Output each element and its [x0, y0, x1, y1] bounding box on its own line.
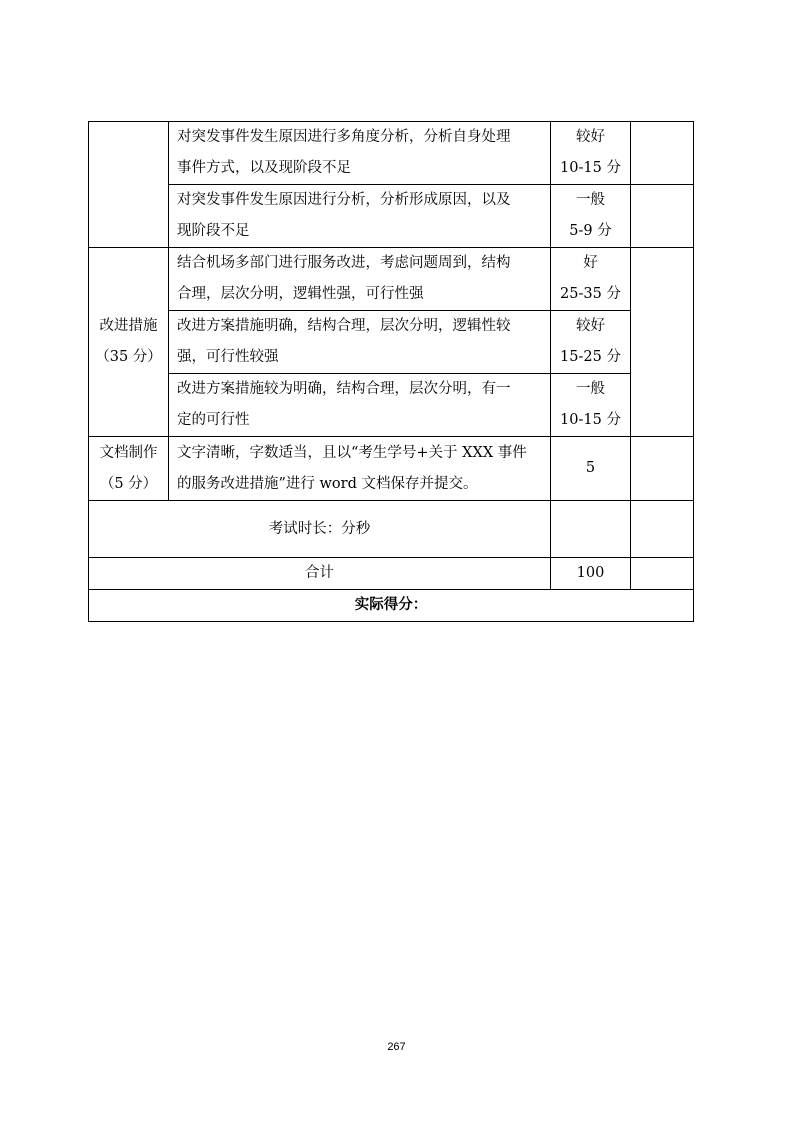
level-label: 较好 — [576, 318, 605, 334]
level-label: 好 — [583, 255, 598, 271]
table-row — [89, 590, 694, 622]
score-value: 5 — [585, 460, 596, 476]
category-cell — [89, 437, 169, 501]
total-label: 合计 — [305, 565, 334, 581]
exam-time-blank[interactable] — [551, 501, 631, 558]
scoring-table — [88, 121, 694, 622]
criterion-cell — [169, 248, 551, 311]
given-score-cell[interactable] — [631, 122, 694, 185]
table-row — [89, 122, 694, 185]
table-row — [89, 501, 694, 558]
actual-score-label: 实际得分： — [354, 597, 428, 613]
level-label: 较好 — [576, 129, 605, 145]
exam-time-cell — [89, 501, 551, 558]
level-cell — [551, 248, 631, 311]
criterion-cell — [169, 437, 551, 501]
criterion-text: 对突发事件发生原因进行多角度分析，分析自身处理 — [177, 129, 511, 145]
score-range: 10-15 分 — [560, 160, 621, 176]
given-score-cell[interactable] — [631, 248, 694, 437]
table-row — [89, 558, 694, 590]
criterion-text: 现阶段不足 — [177, 223, 250, 239]
criterion-cell — [169, 122, 551, 185]
criterion-cell — [169, 185, 551, 248]
category-name: 文档制作 — [99, 444, 158, 461]
category-cell-empty — [89, 122, 169, 248]
score-range: 5-9 分 — [569, 223, 612, 239]
table-row — [89, 374, 694, 437]
score-range: 15-25 分 — [560, 349, 621, 365]
total-label-cell — [89, 558, 551, 590]
criterion-text: 改进方案措施较为明确，结构合理，层次分明，有一 — [177, 381, 511, 397]
criterion-text: 结合机场多部门进行服务改进，考虑问题周到，结构 — [177, 255, 511, 271]
given-score-cell[interactable] — [631, 185, 694, 248]
page-number: 267 — [387, 1041, 406, 1053]
level-cell — [551, 311, 631, 374]
category-points: （35 分） — [95, 349, 162, 365]
criterion-text: 的服务改进措施”进行 word 文档保存并提交。 — [177, 475, 478, 492]
exam-time-label: 考试时长：分秒 — [268, 520, 371, 537]
score-range: 25-35 分 — [560, 286, 621, 302]
actual-score-cell — [89, 590, 694, 622]
criterion-text: 强，可行性较强 — [177, 349, 279, 365]
table-row — [89, 185, 694, 248]
level-label: 一般 — [576, 381, 605, 397]
score-range: 10-15 分 — [560, 412, 621, 428]
level-cell — [551, 185, 631, 248]
score-cell — [551, 437, 631, 501]
level-cell — [551, 122, 631, 185]
criterion-text: 改进方案措施明确，结构合理，层次分明，逻辑性较 — [177, 318, 511, 334]
table-row — [89, 311, 694, 374]
total-score: 100 — [576, 565, 605, 581]
table-row — [89, 437, 694, 501]
exam-time-blank[interactable] — [631, 501, 694, 558]
category-points: （5 分） — [99, 475, 158, 492]
criterion-cell — [169, 374, 551, 437]
category-name: 改进措施 — [99, 318, 158, 334]
criterion-text: 定的可行性 — [177, 412, 250, 428]
level-cell — [551, 374, 631, 437]
criterion-text: 合理，层次分明，逻辑性强，可行性强 — [177, 286, 424, 302]
criterion-text: 事件方式，以及现阶段不足 — [177, 160, 351, 176]
criterion-text: 文字清晰，字数适当，且以“考生学号+关于 XXX 事件 — [177, 444, 527, 461]
level-label: 一般 — [576, 192, 605, 208]
category-cell — [89, 248, 169, 437]
criterion-cell — [169, 311, 551, 374]
table-row — [89, 248, 694, 311]
given-score-cell[interactable] — [631, 437, 694, 501]
total-score-cell — [551, 558, 631, 590]
criterion-text: 对突发事件发生原因进行分析，分析形成原因，以及 — [177, 192, 511, 208]
total-given-cell[interactable] — [631, 558, 694, 590]
